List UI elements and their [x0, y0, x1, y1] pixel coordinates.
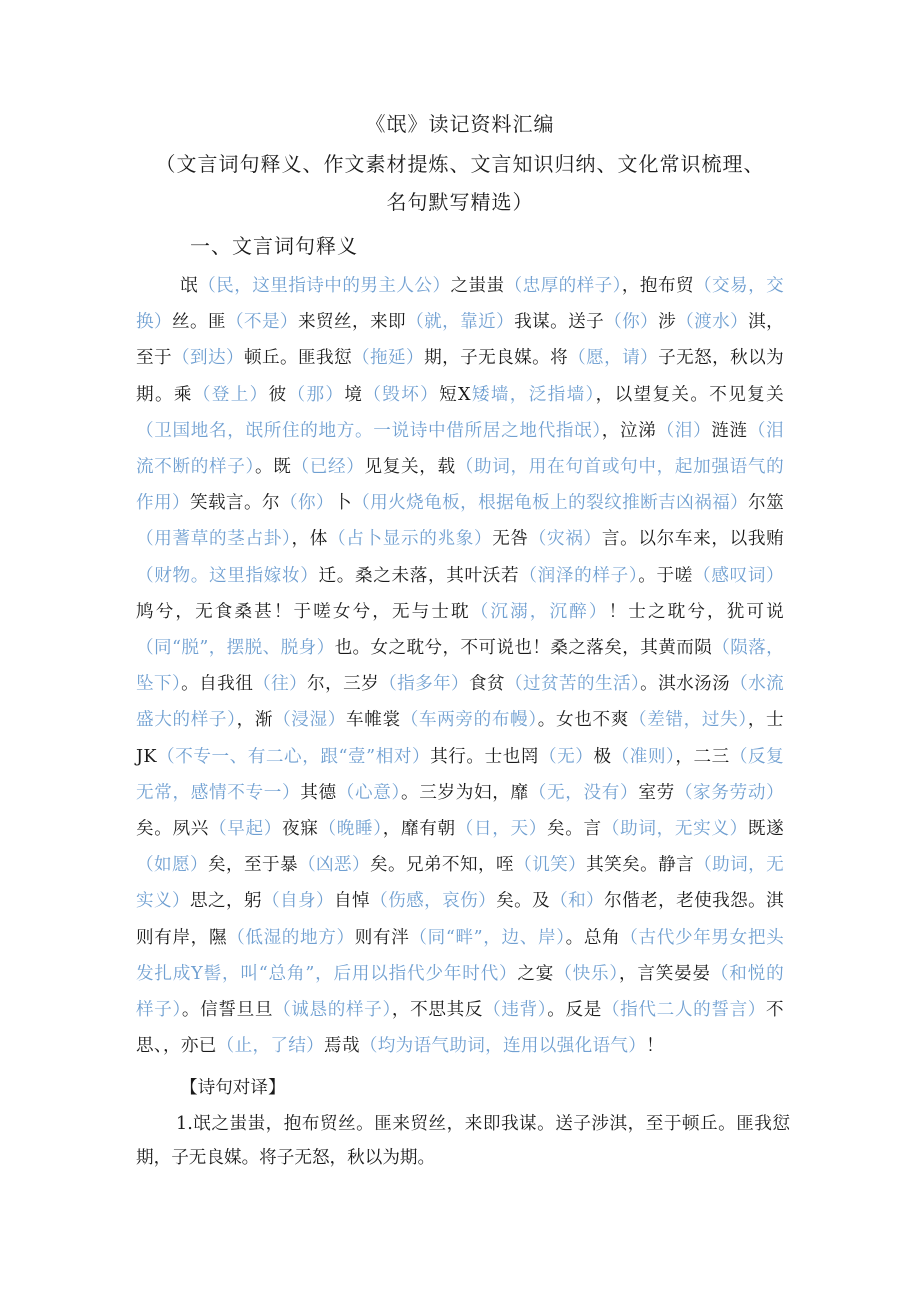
poem-text: 。女也不爽 — [537, 710, 629, 731]
poem-text: 极 — [593, 746, 612, 767]
poem-text: ，士JK — [136, 710, 784, 767]
poem-text: 思之，躬 — [190, 891, 263, 912]
poem-text: 我谋。送子 — [514, 312, 605, 333]
poem-text: 淇，至于 — [136, 312, 785, 369]
poem-text: 氓 — [180, 276, 199, 296]
poem-text: ！士之耽兮，犹可说 — [608, 601, 784, 622]
annotation-note: （违背） — [483, 1000, 548, 1021]
annotation-note: （到达） — [172, 348, 245, 369]
annotation-note: （无） — [539, 746, 594, 767]
poem-text: 涉 — [658, 312, 677, 333]
annotation-note: （家务劳动） — [674, 782, 785, 803]
translation-text: 1.氓之蚩蚩，抱布贸丝。匪来贸丝，来即我谋。送子涉淇，至于顿丘。匪我愆期，子无良媒。将子无怒，秋以为期。 — [136, 1114, 790, 1168]
poem-text: 彼 — [268, 384, 288, 405]
poem-text: 来贸丝，来即 — [298, 312, 407, 333]
annotation-note: （助词，无实义） — [601, 819, 748, 840]
translation-subheading: 【诗句对译】 — [180, 1078, 286, 1098]
annotation-note: （指多年） — [379, 674, 470, 695]
poem-text: 之宴 — [517, 963, 555, 984]
annotation-note: （早起） — [209, 819, 283, 840]
poem-text: 。总角 — [565, 927, 621, 948]
poem-text: ，以望复关。不见复关 — [595, 384, 785, 405]
poem-text: 车帷裳 — [346, 710, 401, 731]
annotation-note: （车两旁的布幔） — [400, 710, 538, 731]
poem-text: 矣。兄弟不知，咥 — [370, 855, 515, 876]
annotation-note: （灾祸） — [528, 529, 602, 550]
annotation-note: （古代少年男女把头发扎成Y髻，叫“总角”，后用以指代少年时代） — [136, 927, 784, 984]
annotation-note: （反复无常，感情不专一） — [136, 746, 784, 803]
annotation-note: 矮墙，泛指墙） — [470, 384, 596, 405]
annotation-note: （快乐） — [554, 963, 619, 984]
annotation-note: （浸湿） — [273, 710, 347, 731]
poem-text: 言。以尔车来，以我贿 — [601, 529, 784, 550]
poem-text: 短X — [439, 384, 471, 405]
poem-text: 既遂 — [747, 819, 784, 840]
annotation-note: （交易，交换） — [136, 276, 784, 333]
annotation-note: （差错，过失） — [628, 710, 748, 731]
annotation-note: （助词，用在句首或句中，起加强语气的作用） — [136, 457, 784, 514]
poem-text: ！ — [646, 1036, 665, 1057]
annotated-poem-text — [136, 268, 784, 1064]
poem-text: 。于嗟 — [638, 565, 694, 586]
annotation-note: （往） — [253, 674, 308, 695]
annotation-note: （已经） — [291, 457, 365, 478]
annotation-note: （诚恳的样子） — [273, 1000, 392, 1021]
annotation-note: （低湿的地方） — [227, 927, 355, 948]
annotation-note: （同“脱”，摆脱、脱身） — [136, 638, 335, 659]
poem-text: ，抱布贸 — [621, 276, 694, 296]
poem-text: 焉哉 — [324, 1036, 360, 1057]
annotation-note: （毁坏） — [363, 384, 440, 405]
doc-title: 《氓》读记资料汇编 — [365, 112, 555, 136]
annotation-note: （用蓍草的茎占卦） — [136, 529, 292, 550]
doc-subtitle-line2: 名句默写精选） — [386, 190, 534, 214]
poem-text: 其德 — [300, 782, 337, 803]
poem-text: 见复关，载 — [364, 457, 456, 478]
poem-text: 卜 — [334, 493, 353, 514]
annotation-note: （凶恶） — [298, 855, 371, 876]
poem-text: 不思、，亦已 — [136, 1000, 784, 1057]
annotation-note: （沉溺，沉醉） — [470, 601, 609, 622]
poem-text: 。自我徂 — [181, 674, 254, 695]
annotation-note: （均为语气助词，连用以强化语气） — [359, 1036, 647, 1057]
poem-text: 矣，至于暴 — [208, 855, 299, 876]
poem-text: 尔偕老，老使我怨。淇则有岸，隰 — [136, 891, 785, 948]
annotation-note: （伤感，哀伤） — [370, 891, 497, 912]
annotation-note: （民，这里指诗中的男主人公） — [198, 276, 451, 296]
poem-text: 无咎 — [492, 529, 529, 550]
poem-text: 。三岁为妇，靡 — [401, 782, 529, 803]
poem-text: 其行。士也罔 — [430, 746, 539, 767]
poem-text: 。既 — [254, 457, 292, 478]
annotation-note: （财物。这里指嫁妆） — [136, 565, 319, 586]
annotation-note: （不是） — [226, 312, 299, 333]
poem-text: ，靡有朝 — [382, 819, 456, 840]
poem-text: 食贫 — [469, 674, 506, 695]
poem-text: ，不思其反 — [391, 1000, 484, 1021]
translation-paragraph — [136, 1107, 790, 1175]
poem-text: 也。女之耽兮，不可说也！桑之落矣，其黄而陨 — [334, 638, 713, 659]
poem-text: 尔筮 — [748, 493, 784, 514]
annotation-note: （那） — [287, 384, 345, 405]
annotation-note: （和） — [550, 891, 605, 912]
poem-text: 。信誓旦旦 — [181, 1000, 274, 1021]
poem-text: 尔，三岁 — [307, 674, 380, 695]
poem-text: 矣。夙兴 — [136, 819, 210, 840]
annotation-note: （心意） — [336, 782, 402, 803]
annotation-note: （你） — [604, 312, 659, 333]
annotation-note: （水流盛大的样子） — [136, 674, 784, 731]
annotation-note: （和悦的样子） — [136, 963, 784, 1021]
poem-text: 其笑矣。静言 — [586, 855, 695, 876]
poem-text: 期，子无良媒。将 — [424, 348, 569, 369]
poem-text: 。反是 — [547, 1000, 602, 1021]
poem-text: ，二三 — [675, 746, 730, 767]
annotation-note: （泪流不断的样子） — [136, 420, 784, 478]
poem-text: 笑载言。尔 — [190, 493, 281, 514]
annotation-note: （晚睡） — [318, 819, 383, 840]
annotation-note: （卫国地名，氓所住的地方。一说诗中借所居之地代指氓） — [136, 420, 602, 441]
doc-subtitle-line1: （文言词句释义、作文素材提炼、文言知识归纳、文化常识梳理、 — [155, 152, 765, 176]
annotation-note: （占卜显示的兆象） — [328, 529, 493, 550]
annotation-note: （愿，请） — [568, 348, 659, 369]
annotation-note: （不专一、有二心，跟“壹”相对） — [156, 746, 431, 767]
poem-text: 子无怒，秋以为期。乘 — [136, 348, 784, 405]
poem-text: 夜寐 — [282, 819, 319, 840]
annotation-note: （止，了结） — [216, 1036, 325, 1057]
annotation-note: （无，没有） — [528, 782, 639, 803]
annotation-note: （指代二人的誓言） — [601, 1000, 767, 1021]
poem-text: 涟涟 — [711, 420, 748, 441]
annotation-note: （拖延） — [352, 348, 425, 369]
annotation-note: （准则） — [611, 746, 676, 767]
section-heading: 一、文言词句释义 — [190, 234, 358, 258]
poem-text: 矣。及 — [496, 891, 551, 912]
annotation-note: （助词，无实义） — [136, 855, 784, 912]
annotation-note: （润泽的样子） — [519, 565, 639, 586]
annotation-note: （自身） — [262, 891, 335, 912]
poem-text: 境 — [344, 384, 364, 405]
annotation-note: （过贫苦的生活） — [505, 674, 641, 695]
annotation-note: （同“畔”，边、岸） — [409, 927, 566, 948]
annotation-note: （渡水） — [676, 312, 749, 333]
poem-text: 。淇水汤汤 — [640, 674, 731, 695]
poem-text: 矣。言 — [547, 819, 602, 840]
poem-text: 则有泮 — [354, 927, 410, 948]
poem-text: ，言笑晏晏 — [618, 963, 711, 984]
annotation-note: （忠厚的样子） — [504, 276, 622, 296]
annotation-note: （感叹词） — [693, 565, 784, 586]
annotation-note: （你） — [280, 493, 335, 514]
poem-text: 自悼 — [334, 891, 371, 912]
annotation-note: （日，天） — [455, 819, 548, 840]
poem-text: 鸠兮，无食桑甚！于嗟女兮，无与士耽 — [136, 601, 471, 622]
annotation-note: （登上） — [192, 384, 269, 405]
annotation-note: （陨落，坠下） — [136, 638, 785, 695]
annotation-note: （用火烧龟板，根据龟板上的裂纹推断吉凶祸福） — [352, 493, 749, 514]
poem-text: 丝。匪 — [172, 312, 227, 333]
poem-text: 迁。桑之未落，其叶沃若 — [318, 565, 520, 586]
poem-text: 顿丘。匪我愆 — [244, 348, 353, 369]
poem-text: ，泣涕 — [601, 420, 657, 441]
annotation-note: （讥笑） — [514, 855, 587, 876]
annotation-note: （如愿） — [136, 855, 209, 876]
annotation-note: （泪） — [656, 420, 712, 441]
annotation-note: （就，靠近） — [406, 312, 515, 333]
poem-text: 之蚩蚩 — [450, 276, 505, 296]
poem-text: ，渐 — [236, 710, 274, 731]
poem-text: 室劳 — [638, 782, 675, 803]
poem-text: ，体 — [291, 529, 328, 550]
